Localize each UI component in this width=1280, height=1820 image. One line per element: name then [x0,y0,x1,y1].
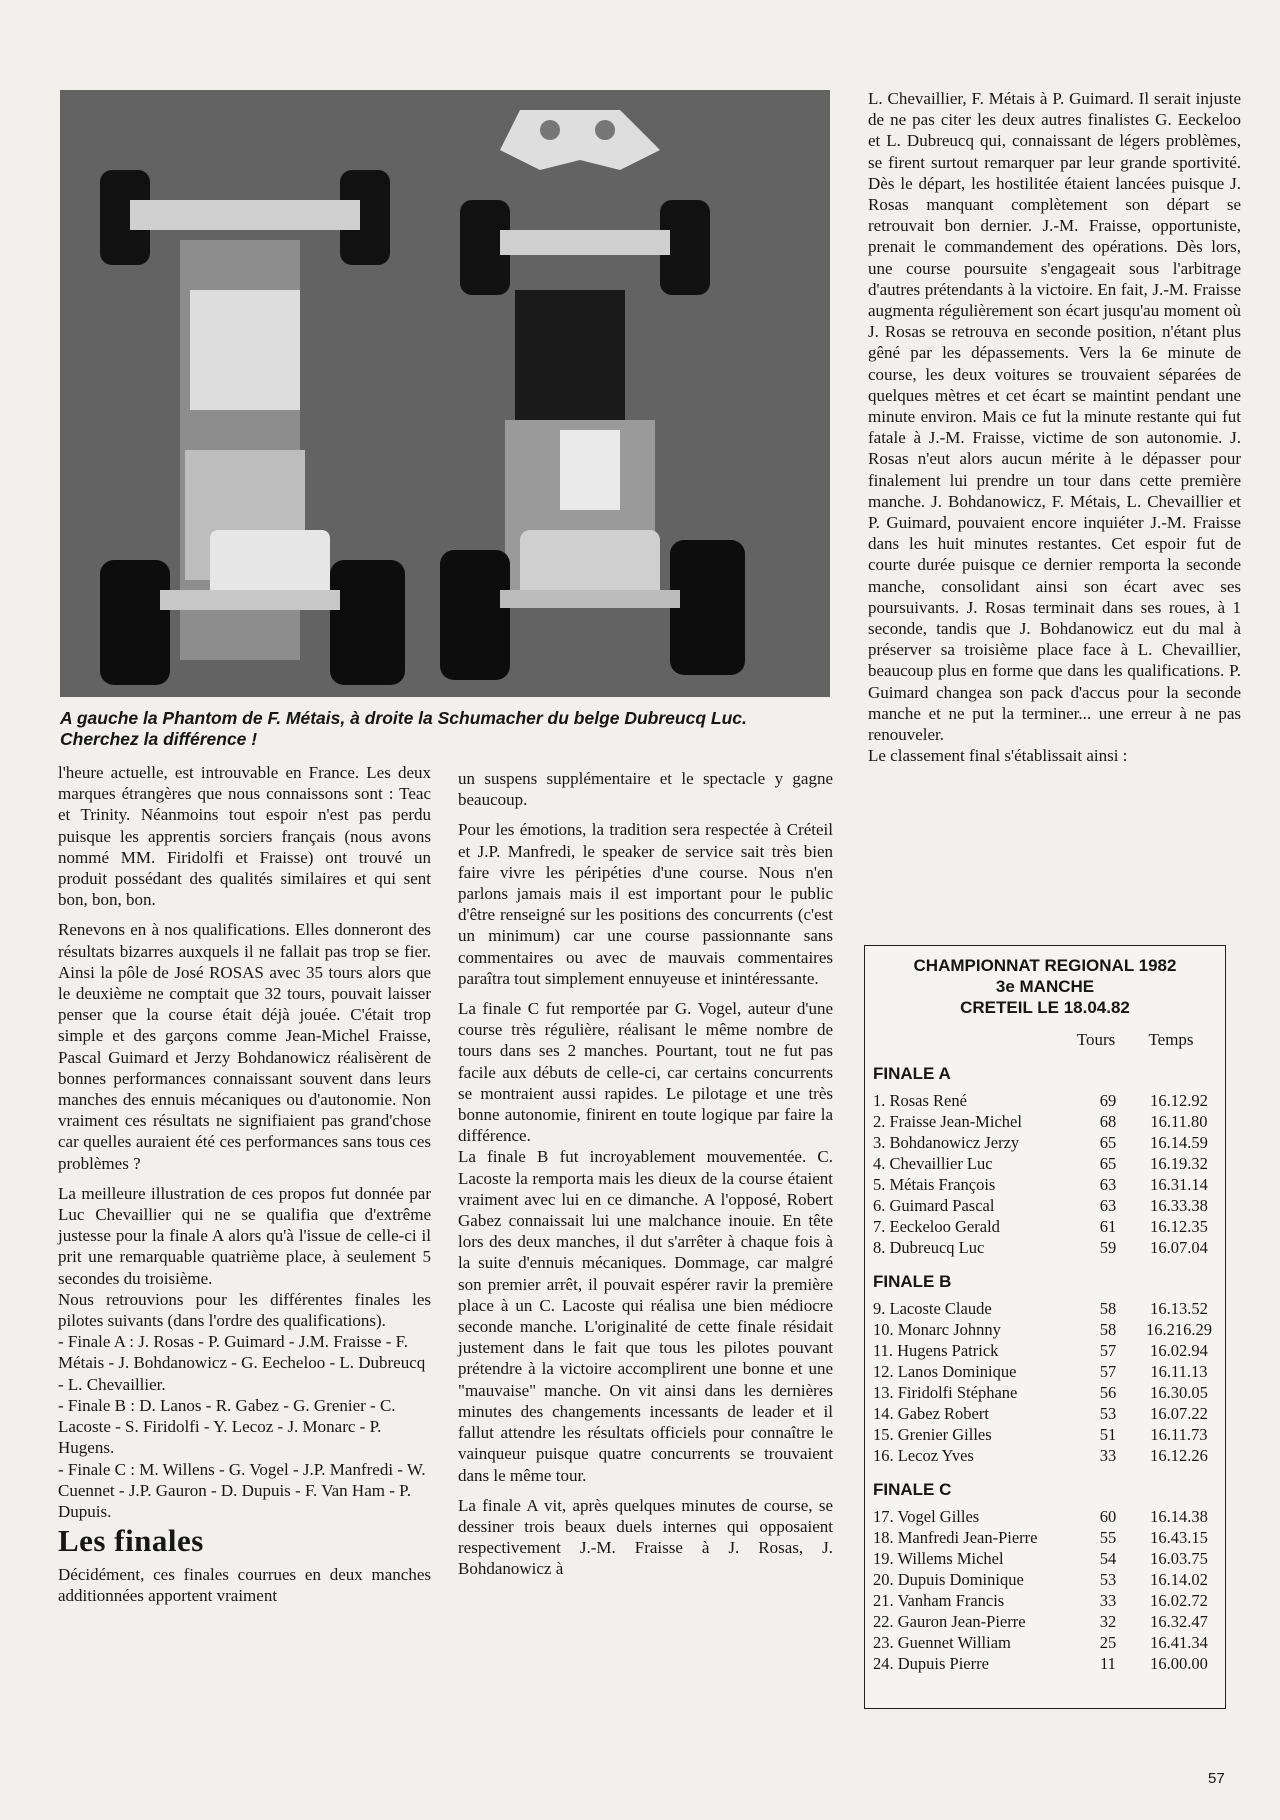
column-header-tours: Tours [1076,1030,1116,1049]
cell-name: 20. Dupuis Dominique [873,1570,1024,1589]
table-row [865,1382,1225,1403]
table-row [865,1632,1225,1653]
cell-name: 8. Dubreucq Luc [873,1238,985,1257]
cell-name: 24. Dupuis Pierre [873,1654,989,1673]
cell-temps: 16.12.92 [1150,1091,1208,1110]
cell-name: 19. Willems Michel [873,1549,1004,1568]
section-heading: Les finales [58,1523,204,1559]
cell-temps: 16.07.04 [1150,1238,1208,1257]
table-row [865,1527,1225,1548]
cell-tours: 53 [1099,1570,1117,1589]
paragraph: La meilleure illustration de ces propos fut donnée par Luc Chevaillier qui ne se qualifia que d'extrême justesse pour la finale A alors qu'à l'issue de celle-ci il prit une remarquable quatrième place, à seulement 5 secondes du troisième. [58,1183,431,1288]
cell-name: 6. Guimard Pascal [873,1196,995,1215]
cell-tours: 59 [1099,1238,1117,1257]
table-row [865,1653,1225,1674]
cell-tours: 60 [1099,1507,1117,1526]
cell-tours: 25 [1099,1633,1117,1652]
cell-temps: 16.12.26 [1150,1446,1208,1465]
cell-tours: 51 [1099,1425,1117,1444]
cell-tours: 69 [1099,1091,1117,1110]
paragraph: Décidément, ces finales courrues en deux manches additionnées apportent vraiment [58,1565,431,1606]
table-row [865,1111,1225,1132]
cell-name: 9. Lacoste Claude [873,1299,992,1318]
results-title-line: 3e MANCHE [995,977,1095,996]
cell-temps: 16.11.73 [1150,1425,1208,1444]
group-label-finale-a: FINALE A [873,1064,951,1083]
paragraph: un suspens supplémentaire et le spectacle y gagne beaucoup. [458,769,833,810]
table-row [865,1569,1225,1590]
table-row [865,1403,1225,1424]
cell-name: 1. Rosas René [873,1091,967,1110]
table-row [865,1361,1225,1382]
table-row [865,1195,1225,1216]
table-row [865,1298,1225,1319]
cell-name: 11. Hugens Patrick [873,1341,999,1360]
cell-tours: 54 [1099,1549,1117,1568]
paragraph: La finale A vit, après quelques minutes de course, se dessiner trois beaux duels internes qui opposaient respectivement J.-M. Fraisse à J. Rosas, J. Bohdanowicz à [458,1495,833,1579]
cell-tours: 57 [1099,1362,1117,1381]
paragraph: Le classement final s'établissait ainsi : [868,746,1128,766]
group-label-finale-b: FINALE B [873,1272,952,1291]
cell-name: 15. Grenier Gilles [873,1425,992,1444]
paragraph: Pour les émotions, la tradition sera respectée à Créteil et J.P. Manfredi, le speaker de service sait très bien faire vivre les péripéties d'une course. Nous n'en parlons jamais mais il est important pour le public d'être renseigné sur les positions des concurrents (c'est un minimum) car une course passionnante sans commentaires ou avec de mauvais commentaires paraîtra tout simplement ennuyeuse et inintéressante. [458,820,833,988]
cell-tours: 63 [1099,1175,1117,1194]
cell-name: 2. Fraisse Jean-Michel [873,1112,1022,1131]
paragraph: La finale B fut incroyablement mouvementée. C. Lacoste la remporta mais les dieux de la course étaient vraiment avec lui en ce dimanche. A l'opposé, Robert Gabez connaissait lui une malchance inouie. En tête lors des deux manches, il dut s'arrêter à chaque fois à la suite d'ennuis mécaniques. Dommage, car malgré son premier arrêt, il pouvait espérer ravir la première place à un C. Lacoste qui réalisa une bien médiocre seconde manche. L'originalité de cette finale résidait justement dans le fait que tous les pilotes pouvant prétendre à la victoire accomplirent une bonne et une "mauvaise" manche. On vit ainsi dans les dernières minutes des changements incessants de leader et il fallut attendre les résultats officiels pour connaître le vainqueur puisque quatre concurrents se trouvaient dans le même tour. [458,1147,833,1485]
paragraph: - Finale C : M. Willens - G. Vogel - J.P. Manfredi - W. Cuennet - J.P. Gauron - D. Dupuis - F. Van Ham - P. Dupuis. [58,1459,426,1521]
table-row [865,1445,1225,1466]
cell-tours: 58 [1099,1320,1117,1339]
cell-tours: 32 [1099,1612,1117,1631]
cell-tours: 58 [1099,1299,1117,1318]
table-row [865,1216,1225,1237]
table-row [865,1506,1225,1527]
cell-temps: 16.11.13 [1150,1362,1208,1381]
paragraph: Renevons en à nos qualifications. Elles donneront des résultats bizarres auxquels il ne fallait pas trop se fier. Ainsi la pôle de José ROSAS avec 35 tours alors que le deuxième ne comptait que 32 tours, pouvait laisser penser que la course était déjà jouée. C'était trop simple et des garçons comme Jean-Michel Fraisse, Pascal Guimard et Jerzy Bohdanowicz réalisèrent de bonnes performances connaissant souvent dans leurs manches des ennuis mécaniques ou d'autonomie. Non vraiment ces résultats ne signifiaient pas grand'chose car quelles auraient été ces performances sans tous ces problèmes ? [58,920,431,1173]
article-column-1 [58,762,431,1616]
table-row [865,1340,1225,1361]
cell-tours: 53 [1099,1404,1117,1423]
cell-tours: 63 [1099,1196,1117,1215]
cell-tours: 61 [1099,1217,1117,1236]
cell-temps: 16.11.80 [1150,1112,1208,1131]
cell-temps: 16.03.75 [1150,1549,1208,1568]
group-label-finale-c: FINALE C [873,1480,952,1499]
cell-temps: 16.02.72 [1150,1591,1208,1610]
paragraph: l'heure actuelle, est introuvable en France. Les deux marques étrangères que nous connaissons sont : Teac et Trinity. Néanmoins tout espoir n'est pas perdu puisque les apprentis sorciers français (nous avons nommé MM. Firidolfi et Fraisse) ont trouvé un produit possédant des qualités similaires et qui sent bon, bon, bon. [58,763,431,910]
cell-temps: 16.31.14 [1150,1175,1208,1194]
cell-temps: 16.07.22 [1150,1404,1208,1423]
cell-temps: 16.216.29 [1146,1320,1212,1339]
cell-name: 21. Vanham Francis [873,1591,1005,1610]
cell-name: 13. Firidolfi Stéphane [873,1383,1018,1402]
cell-name: 4. Chevaillier Luc [873,1154,993,1173]
cell-name: 7. Eeckeloo Gerald [873,1217,1000,1236]
table-row [865,1548,1225,1569]
caption-line-2: Cherchez la différence ! [60,729,258,749]
page-number: 57 [1208,1770,1225,1787]
chassis-photo [60,90,830,697]
cell-name: 12. Lanos Dominique [873,1362,1017,1381]
results-title-line: CHAMPIONNAT REGIONAL 1982 [913,956,1177,975]
paragraph: - Finale A : J. Rosas - P. Guimard - J.M. Fraisse - F. Métais - J. Bohdanowicz - G. Eecheloo - L. Dubreucq - L. Chevaillier. [58,1332,426,1394]
cell-tours: 33 [1099,1446,1117,1465]
cell-tours: 56 [1099,1383,1117,1402]
cell-temps: 16.14.02 [1150,1570,1208,1589]
paragraph: La finale C fut remportée par G. Vogel, auteur d'une course très régulière, réalisant le même nombre de tours dans ses 2 manches. Pourtant, tout ne fut pas facile aux débuts de celle-ci, car certains concurrents se montraient aussi rapides. Le pilotage et une très bonne autonomie, finirent en toute logique par faire la différence. [458,999,833,1146]
results-column-headers [865,1030,1225,1050]
results-title-line: CRETEIL LE 18.04.82 [960,998,1130,1017]
cell-tours: 11 [1100,1654,1116,1673]
cell-tours: 57 [1099,1341,1117,1360]
table-row [865,1319,1225,1340]
table-row [865,1090,1225,1111]
cell-tours: 68 [1099,1112,1117,1131]
table-row [865,1424,1225,1445]
cell-tours: 55 [1099,1528,1117,1547]
cell-name: 14. Gabez Robert [873,1404,989,1423]
table-row [865,1174,1225,1195]
cell-temps: 16.41.34 [1150,1633,1208,1652]
cell-name: 5. Métais François [873,1175,996,1194]
paragraph: L. Chevaillier, F. Métais à P. Guimard. Il serait injuste de ne pas citer les deux autres finalistes G. Eeckeloo et L. Dubreucq qui, connaissant de légers problèmes, se firent surtout remarquer par leur grande sportivité. Dès le départ, les hostilitée étaient lancées puisque J. Rosas manquant complètement son départ se retrouvait bon dernier. J.-M. Fraisse, opportuniste, prenait le commandement des opérations. Dès lors, une course poursuite s'engageait sous l'arbitrage d'autres prétendants à la victoire. En fait, J.-M. Fraisse augmenta régulièrement son écart jusqu'au moment où J. Rosas se retrouva en seconde position, n'étant plus gêné par les dépassements. Vers la 6e minute de course, les deux voitures se trouvaient séparées de quelques mètres et cet écart se maintint pendant une minute environ. Mais ce fut la minute restante qui fut fatale à J.-M. Fraisse, victime de son autonomie. J. Rosas n'eut alors aucun mérite à le dépasser pour finalement lui prendre un tour dans cette première manche. J. Bohdanowicz, F. Métais, L. Chevaillier et P. Guimard, pouvaient encore inquiéter J.-M. Fraisse dans les huit minutes restantes. Cet espoir fut de courte durée puisque ce dernier remporta la seconde manche, consolidant ainsi son écart avec ses poursuivants. J. Rosas terminait dans ses roues, à 1 seconde, tandis que J. Bohdanowicz eut du mal à préserver sa troisième place face à L. Chevaillier, beaucoup plus en forme que dans les qualifications. P. Guimard changea son pack d'accus pour la seconde manche et ne put la terminer... une erreur à ne pas renouveler. [868,89,1241,745]
table-row [865,1237,1225,1258]
paragraph: Nous retrouvions pour les différentes finales les pilotes suivants (dans l'ordre des qualifications). [58,1289,431,1331]
cell-name: 10. Monarc Johnny [873,1320,1001,1339]
cell-temps: 16.13.52 [1150,1299,1208,1318]
cell-temps: 16.30.05 [1150,1383,1208,1402]
cell-name: 3. Bohdanowicz Jerzy [873,1133,1020,1152]
results-table [864,945,1226,1709]
column-header-temps: Temps [1148,1030,1194,1049]
cell-tours: 65 [1099,1154,1117,1173]
table-row [865,1153,1225,1174]
cell-temps: 16.19.32 [1150,1154,1208,1173]
cell-temps: 16.14.59 [1150,1133,1208,1152]
caption-line-1: A gauche la Phantom de F. Métais, à droite la Schumacher du belge Dubreucq Luc. [60,708,747,728]
table-row [865,1132,1225,1153]
cell-temps: 16.43.15 [1150,1528,1208,1547]
photo-caption [60,708,850,750]
article-column-3 [868,88,1241,776]
cell-tours: 33 [1099,1591,1117,1610]
cell-temps: 16.02.94 [1150,1341,1208,1360]
cell-temps: 16.33.38 [1150,1196,1208,1215]
cell-name: 17. Vogel Gilles [873,1507,980,1526]
article-column-2 [458,768,833,1589]
cell-name: 16. Lecoz Yves [873,1446,974,1465]
results-title [865,955,1225,1018]
cell-name: 18. Manfredi Jean-Pierre [873,1528,1038,1547]
table-row [865,1590,1225,1611]
cell-name: 23. Guennet William [873,1633,1011,1652]
cell-temps: 16.14.38 [1150,1507,1208,1526]
cell-temps: 16.12.35 [1150,1217,1208,1236]
table-row [865,1611,1225,1632]
cell-tours: 65 [1099,1133,1117,1152]
paragraph: - Finale B : D. Lanos - R. Gabez - G. Grenier - C. Lacoste - S. Firidolfi - Y. Lecoz - J. Monarc - P. Hugens. [58,1395,396,1458]
cell-name: 22. Gauron Jean-Pierre [873,1612,1026,1631]
cell-temps: 16.00.00 [1150,1654,1208,1673]
cell-temps: 16.32.47 [1150,1612,1208,1631]
